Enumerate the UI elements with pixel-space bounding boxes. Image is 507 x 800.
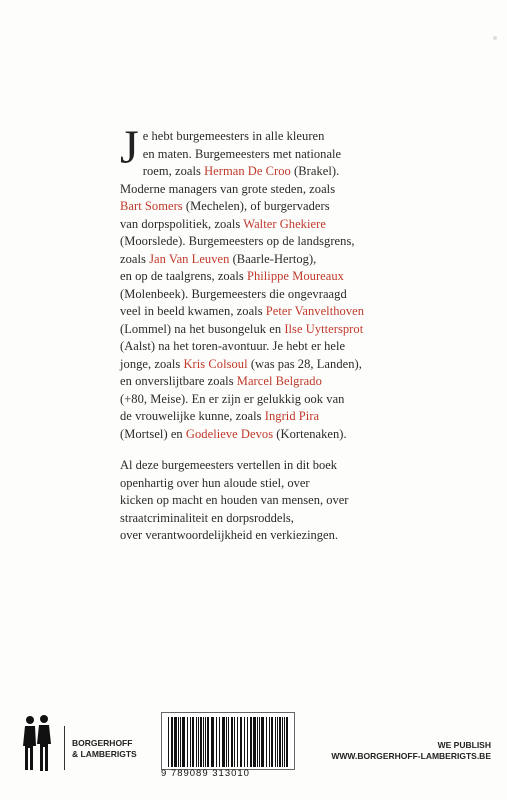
blurb-line [120,163,380,181]
barcode-bar [203,717,204,767]
barcode-bar [279,717,281,767]
two-figures-silhouette-icon [20,714,54,774]
mayor-name: Marcel Belgrado [236,374,322,388]
barcode-bar [286,717,288,767]
barcode-bar [219,717,220,767]
blurb-line [120,128,380,146]
blurb-line [120,251,380,269]
blurb-line [120,198,380,216]
barcode-bar [222,717,225,767]
barcode-bar [282,717,283,767]
blurb-line [120,286,380,304]
blurb-paragraph [120,121,380,443]
barcode-bar [196,717,197,767]
barcode-bar [231,717,233,767]
blurb-line [120,321,380,339]
barcode-bar [180,717,181,767]
barcode-bar [187,717,188,767]
blurb-lines [120,121,380,443]
barcode-bar [234,717,235,767]
blurb-text: en op de taalgrens, zoals [120,269,247,283]
blurb-line [120,408,380,426]
blurb-text: (Molenbeek). Burgemeesters die ongevraagd [120,286,347,301]
blurb-line [120,268,380,286]
blurb-line [120,373,380,391]
summary-line: openhartig over hun aloude stiel, over [120,475,310,490]
isbn-barcode [161,712,293,782]
barcode-bar [182,717,185,767]
barcode-bar [171,717,173,767]
barcode-bar [261,717,264,767]
drop-cap: J [120,121,139,174]
barcode-bar [178,717,179,767]
mayor-name: Peter Vanvelthoven [265,304,365,318]
barcode-bar [269,717,270,767]
barcode-bar [275,717,276,767]
barcode-bar [271,717,273,767]
mayor-name: Herman De Croo [204,164,291,178]
blurb-text: (Moorslede). Burgemeesters op de landsgrens, [120,234,355,248]
blurb-text: (Mortsel) en [120,426,186,441]
barcode-bar [192,717,194,767]
blurb-text: (was pas 28, Landen), [247,356,362,371]
blurb-text: (Lommel) na het busongeluk en [120,321,285,336]
blurb-text: (Brakel). [290,164,340,178]
barcode-bar [226,717,227,767]
blurb-text: veel in beeld kwamen, zoals [120,304,266,318]
publisher-url: WWW.BORGERHOFF-LAMBERIGTS.BE [331,751,491,761]
blurb-text: en onverslijtbare zoals [120,374,237,388]
mayor-name: Ilse Uyttersprot [284,321,364,336]
mayor-name: Kris Colsoul [183,356,248,371]
barcode-bar [284,717,285,767]
barcode-bar [237,717,238,767]
barcode-bar [216,717,217,767]
barcode-bar [198,717,199,767]
summary-line: Al deze burgemeesters vertellen in dit boek [120,458,338,472]
barcode-bar [205,717,206,767]
blurb-text: van dorpspolitiek, zoals [120,216,244,231]
mayor-name: Godelieve Devos [185,426,274,441]
blurb-line [120,426,380,444]
tagline-text: WE PUBLISH [437,740,491,750]
blurb-text: zoals [120,251,150,266]
barcode-bar [174,717,177,767]
barcode-bar [250,717,252,767]
barcode-bar [277,717,278,767]
blurb-text: (Baarle-Hertog), [229,251,317,266]
summary-paragraph [120,457,390,545]
barcode-bar [228,717,229,767]
back-cover-footer [0,712,507,782]
mayor-name: Ingrid Pira [264,409,320,423]
blurb-text: en maten. Burgemeesters met nationale [142,146,342,161]
blurb-text: (Aalst) na het toren-avontuur. Je hebt er hele [120,339,346,353]
summary-line: kicken op macht en houden van mensen, over [120,493,349,507]
blurb-line [120,391,380,409]
blurb-line [120,356,380,374]
blurb-text: roem, zoals [142,164,205,178]
barcode-bar [211,717,214,767]
summary-line: straatcriminaliteit en dorpsroddels, [120,510,294,525]
barcode-bar [240,717,242,767]
barcode-bar [207,717,209,767]
blurb-text: de vrouwelijke kunne, zoals [120,409,265,423]
blurb-line [120,338,380,356]
barcode-bar [259,717,260,767]
publisher-name [72,738,137,760]
blurb-text: Moderne managers van grote steden, zoals [120,181,336,196]
barcode-box [161,712,295,770]
barcode-bar [257,717,258,767]
blurb-line [120,303,380,321]
barcode-bar [244,717,245,767]
mayor-name: Bart Somers [120,199,183,213]
barcode-bar [200,717,202,767]
mayor-name: Walter Ghekiere [243,216,326,231]
footer-divider [64,726,65,770]
barcode-bars [162,713,294,769]
blurb-text: jonge, zoals [120,356,184,371]
blurb-text: (+80, Meise). En er zijn er gelukkig ook van [120,391,345,406]
blurb-line [120,146,380,164]
publisher-line2: & LAMBERIGTS [72,749,137,759]
corner-dot [493,36,497,40]
barcode-bar [190,717,191,767]
isbn-number: 9 789089 313010 [161,768,250,779]
blurb-text: (Kortenaken). [273,426,347,441]
blurb-text: (Mechelen), of burgervaders [182,199,330,213]
barcode-bar [266,717,267,767]
barcode-bar [253,717,256,767]
blurb-line [120,181,380,199]
mayor-name: Jan Van Leuven [149,251,230,266]
mayor-name: Philippe Moureaux [246,269,344,283]
blurb-text: e hebt burgemeesters in alle kleuren [142,129,325,143]
blurb-line [120,216,380,234]
barcode-bar [168,717,169,767]
barcode-bar [247,717,248,767]
publisher-line1: BORGERHOFF [72,738,133,748]
publisher-tagline [331,740,491,762]
blurb-line [120,233,380,251]
summary-line: over verantwoordelijkheid en verkiezingen. [120,528,338,542]
